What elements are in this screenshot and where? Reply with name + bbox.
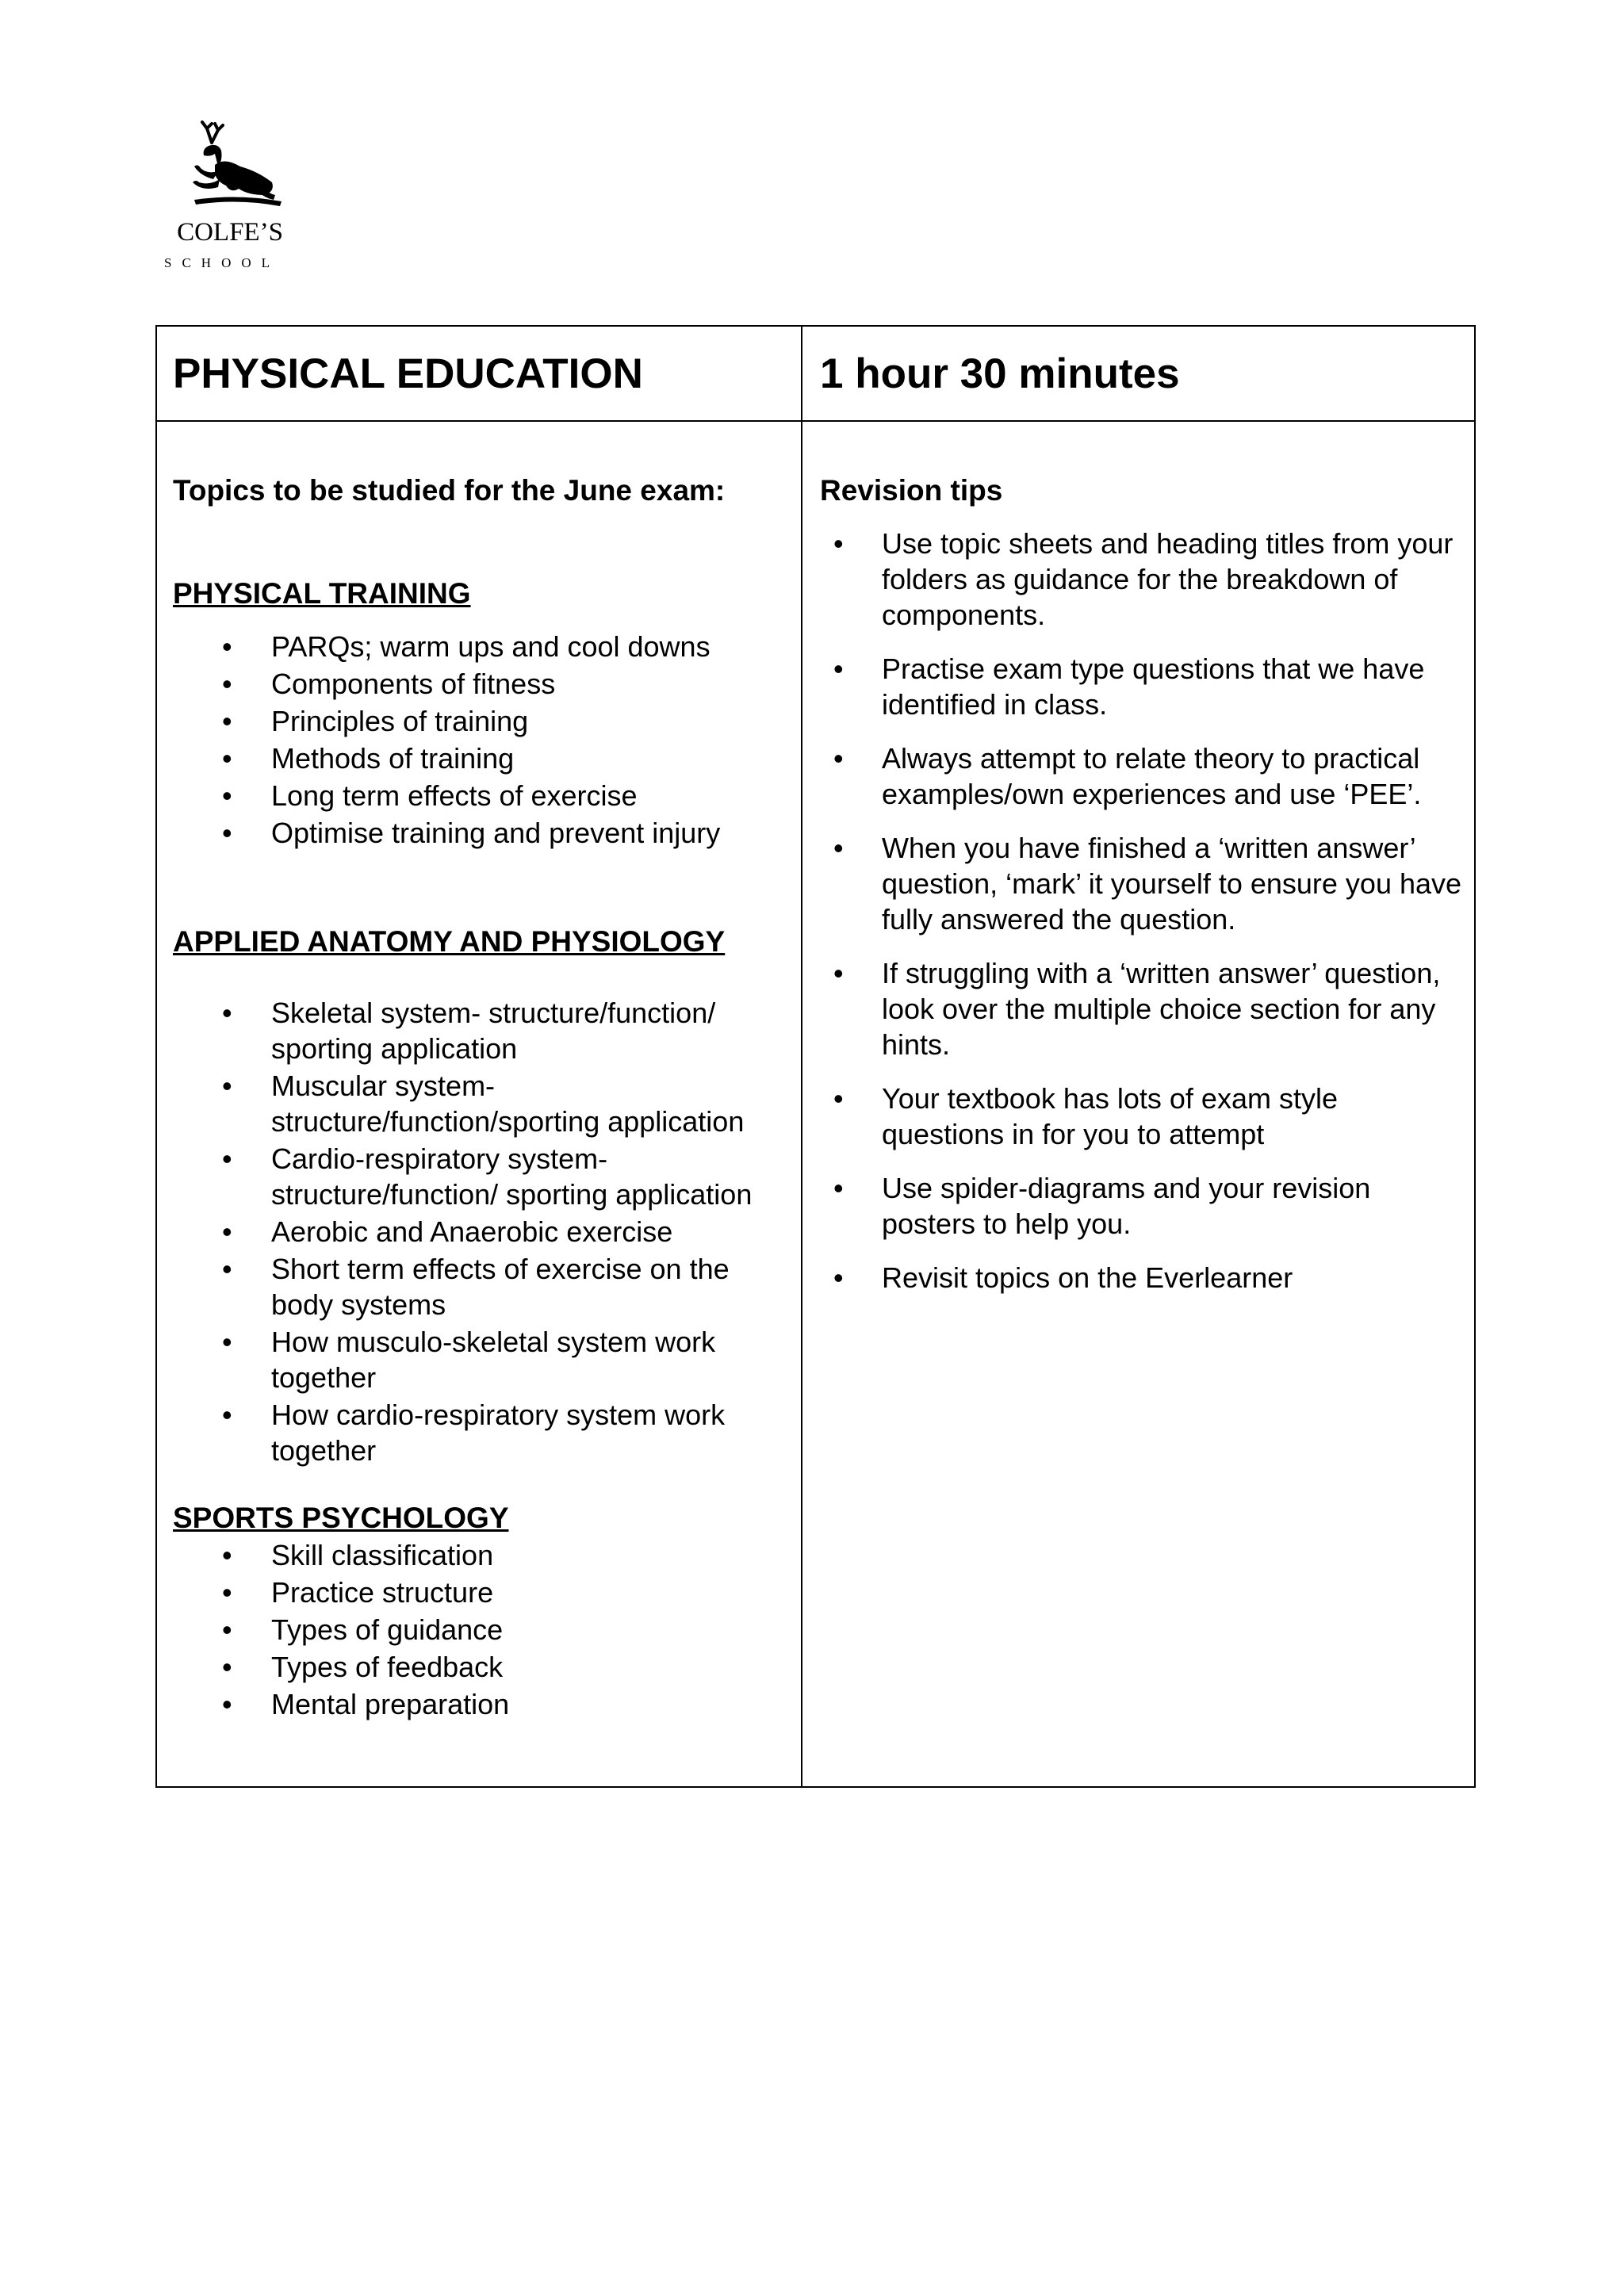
list-item: • Long term effects of exercise <box>173 778 791 813</box>
list-item: • Methods of training <box>173 740 791 776</box>
sports-psychology-list <box>173 1537 791 1722</box>
list-item: • Optimise training and prevent injury <box>173 815 791 851</box>
revision-tips-title: Revision tips <box>820 474 1003 507</box>
list-item: • Skill classification <box>173 1537 791 1573</box>
section-heading-applied-anatomy: APPLIED ANATOMY AND PHYSIOLOGY <box>173 925 726 958</box>
list-item: • Practice structure <box>173 1575 791 1610</box>
logo-school-sub: SCHOOL <box>164 255 281 270</box>
tip-item: • Use spider-diagrams and your revision posters to help you. <box>820 1170 1462 1242</box>
list-item: • Components of fitness <box>173 666 791 702</box>
section-heading-sports-psychology: SPORTS PSYCHOLOGY <box>173 1502 509 1534</box>
physical-training-list <box>173 629 791 851</box>
exam-duration: 1 hour 30 minutes <box>820 350 1180 397</box>
applied-anatomy-list <box>173 995 791 1468</box>
header-divider <box>157 420 1474 422</box>
tip-item: • Always attempt to relate theory to practical examples/own experiences and use ‘PEE’. <box>820 740 1462 812</box>
list-item: • Skeletal system- structure/function/ sporting application <box>173 995 791 1066</box>
list-item: • Mental preparation <box>173 1686 791 1722</box>
school-logo <box>163 119 297 277</box>
tip-item: • If struggling with a ‘written answer’ question, look over the multiple choice section for any hints. <box>820 955 1462 1062</box>
exam-topics-table <box>155 325 1476 1788</box>
tip-item: • Use topic sheets and heading titles from your folders as guidance for the breakdown of components. <box>820 526 1462 633</box>
stag-crest-icon <box>163 119 297 214</box>
revision-tips-list <box>820 526 1462 1295</box>
tip-item: • Revisit topics on the Everlearner <box>820 1260 1462 1295</box>
list-item: • Muscular system- structure/function/sporting application <box>173 1068 791 1139</box>
section-heading-physical-training: PHYSICAL TRAINING <box>173 577 471 610</box>
list-item: • Aerobic and Anaerobic exercise <box>173 1214 791 1249</box>
topics-intro: Topics to be studied for the June exam: <box>173 474 726 507</box>
list-item: • Principles of training <box>173 703 791 739</box>
list-item: • Cardio-respiratory system- structure/function/ sporting application <box>173 1141 791 1212</box>
list-item: • PARQs; warm ups and cool downs <box>173 629 791 664</box>
list-item: • Types of feedback <box>173 1649 791 1685</box>
list-item: • Short term effects of exercise on the body systems <box>173 1251 791 1322</box>
tip-item: • When you have finished a ‘written answer’ question, ‘mark’ it yourself to ensure you have fully answered the question. <box>820 830 1462 937</box>
subject-title: PHYSICAL EDUCATION <box>173 350 643 397</box>
logo-school-name: COLFE’S <box>177 218 283 247</box>
revision-tips-column <box>820 473 1462 1314</box>
column-divider <box>801 327 802 1786</box>
topics-column <box>173 473 791 1724</box>
list-item: • Types of guidance <box>173 1612 791 1647</box>
list-item: • How musculo-skeletal system work together <box>173 1324 791 1395</box>
list-item: • How cardio-respiratory system work together <box>173 1397 791 1468</box>
tip-item: • Practise exam type questions that we have identified in class. <box>820 651 1462 722</box>
tip-item: • Your textbook has lots of exam style questions in for you to attempt <box>820 1081 1462 1152</box>
